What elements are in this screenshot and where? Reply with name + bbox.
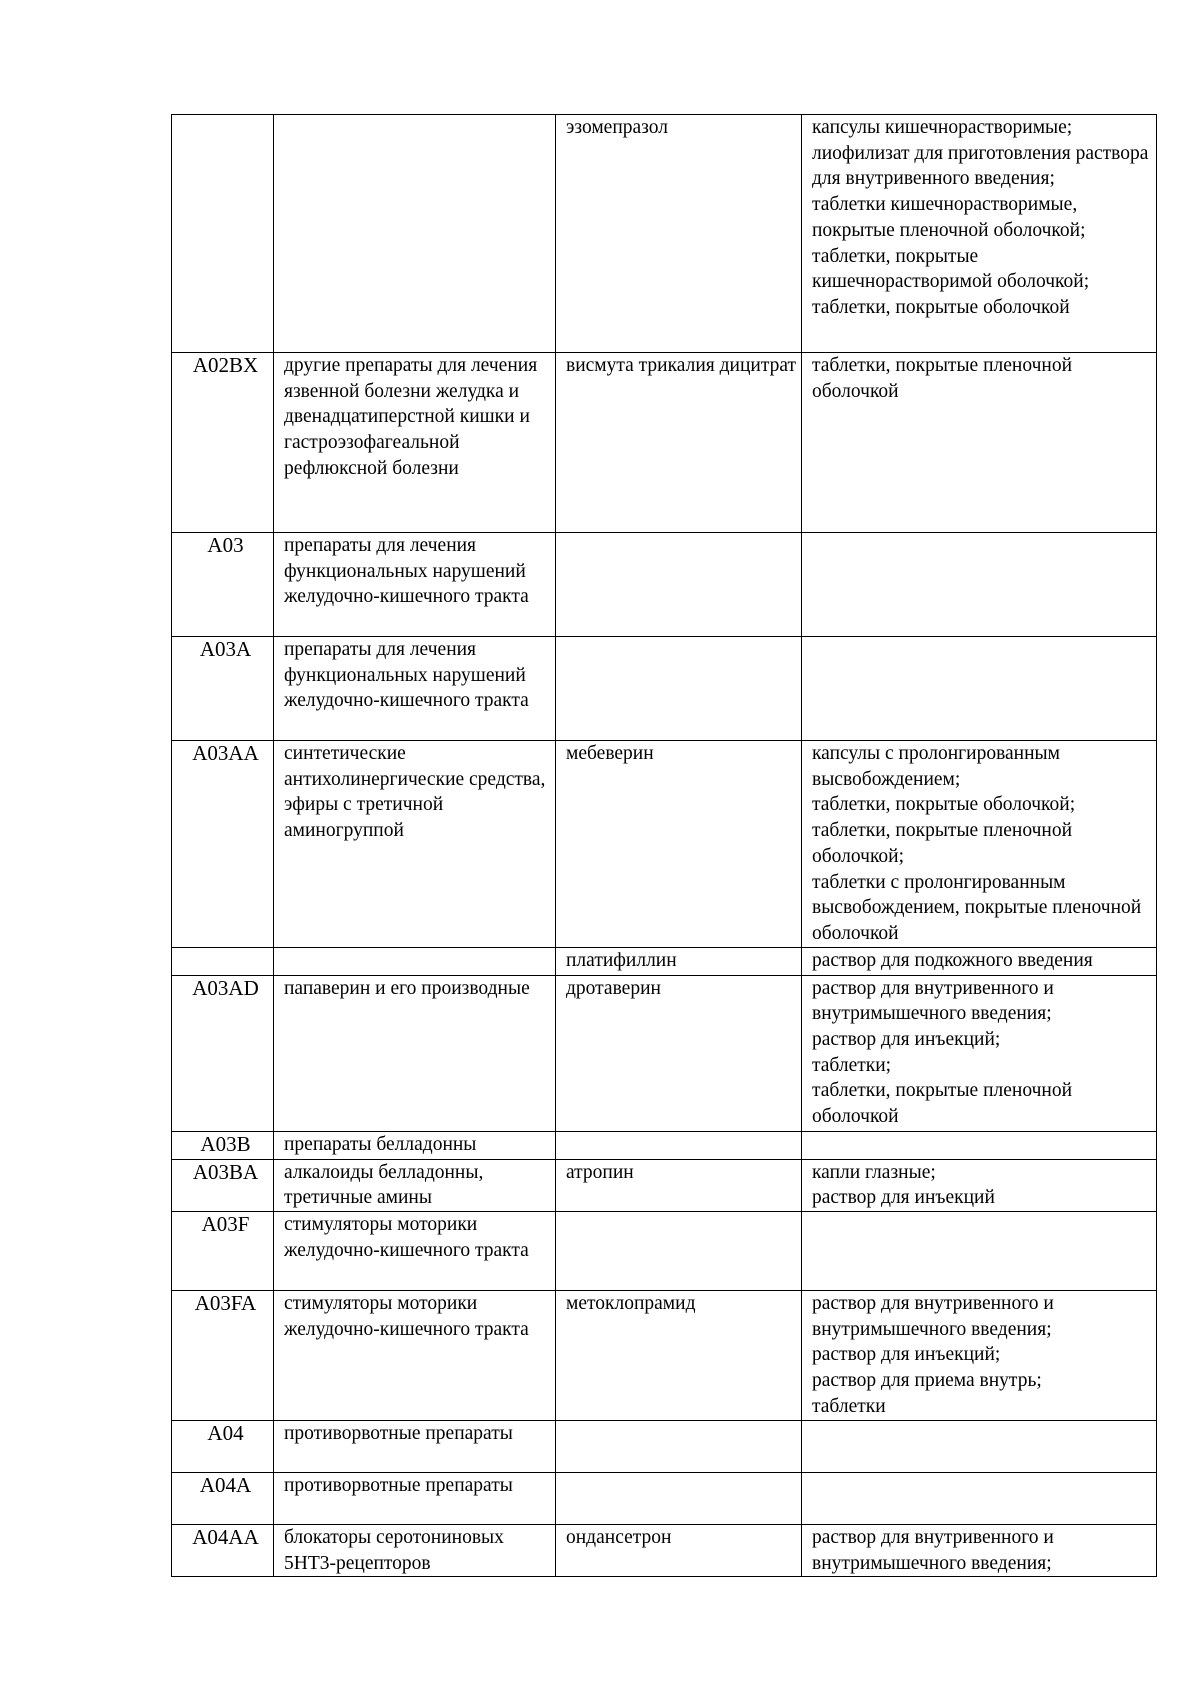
dosage-forms-cell	[802, 741, 1157, 948]
dosage-forms-cell	[802, 947, 1157, 975]
drug-name-cell: ондансетрон	[556, 1525, 802, 1577]
table-row	[172, 533, 1157, 637]
drug-name-cell: платифиллин	[556, 947, 802, 975]
drug-name-cell	[556, 1421, 802, 1473]
table-row	[172, 1473, 1157, 1525]
drug-name-cell: метоклопрамид	[556, 1291, 802, 1421]
dosage-form-line: таблетки;	[812, 1054, 892, 1076]
group-name-cell	[274, 947, 556, 975]
dosage-form-line: таблетки, покрытые пленочной оболочкой;	[812, 820, 1073, 867]
group-name-cell: стимуляторы моторики желудочно-кишечного тракта	[274, 1212, 556, 1291]
dosage-form-line: таблетки, покрытые пленочной оболочкой	[812, 1080, 1073, 1128]
dosage-form-line: капсулы кишечнорастворимые;	[812, 117, 1073, 138]
atc-code-cell: A03	[172, 533, 274, 637]
table-row	[172, 353, 1157, 533]
atc-code-cell: A03F	[172, 1212, 274, 1291]
atc-code-cell: A03A	[172, 637, 274, 741]
table-row	[172, 1131, 1157, 1159]
drug-name-cell	[556, 1131, 802, 1159]
dosage-form-line: таблетки кишечнорастворимые, покрытые пленочной оболочкой;	[812, 194, 1086, 241]
dosage-forms-cell	[802, 115, 1157, 353]
dosage-form-line: раствор для внутривенного и внутримышечного введения;	[812, 1527, 1054, 1574]
group-name-cell: папаверин и его производные	[274, 975, 556, 1131]
drug-name-cell: дротаверин	[556, 975, 802, 1131]
atc-code-cell: A02BX	[172, 353, 274, 533]
table-row	[172, 1159, 1157, 1211]
group-name-cell: другие препараты для лечения язвенной болезни желудка и двенадцатиперстной кишки и гастроэзофагеальной рефлюксной болезни	[274, 353, 556, 533]
dosage-forms-cell	[802, 1131, 1157, 1159]
table-row	[172, 975, 1157, 1131]
dosage-forms-cell	[802, 975, 1157, 1131]
dosage-form-line: раствор для приема внутрь;	[812, 1370, 1042, 1392]
dosage-form-line: таблетки, покрытые оболочкой;	[812, 794, 1076, 816]
group-name-cell: синтетические антихолинергические средства, эфиры с третичной аминогруппой	[274, 741, 556, 948]
dosage-form-line: раствор для внутривенного и внутримышечного введения;	[812, 977, 1054, 1025]
drug-name-cell: мебеверин	[556, 741, 802, 948]
group-name-cell: препараты для лечения функциональных нарушений желудочно-кишечного тракта	[274, 637, 556, 741]
group-name-cell: препараты белладонны	[274, 1131, 556, 1159]
dosage-form-line: лиофилизат для приготовления раствора для внутривенного введения;	[812, 142, 1149, 190]
dosage-form-line: таблетки	[812, 1395, 886, 1417]
atc-code-cell: A03AA	[172, 741, 274, 948]
group-name-cell	[274, 115, 556, 353]
table-row	[172, 1525, 1157, 1577]
dosage-forms-cell	[802, 1473, 1157, 1525]
atc-code-cell: A03AD	[172, 975, 274, 1131]
table-row	[172, 741, 1157, 948]
dosage-form-line: таблетки с пролонгированным высвобождением, покрытые пленочной оболочкой	[812, 871, 1142, 944]
dosage-form-line: раствор для подкожного введения	[812, 949, 1093, 971]
drug-name-cell	[556, 1212, 802, 1291]
drug-name-cell	[556, 637, 802, 741]
dosage-forms-cell	[802, 1159, 1157, 1211]
dosage-forms-cell	[802, 1212, 1157, 1291]
atc-code-cell	[172, 947, 274, 975]
drug-name-cell: эзомепразол	[556, 115, 802, 353]
table-row	[172, 1291, 1157, 1421]
table-row	[172, 115, 1157, 353]
dosage-forms-cell	[802, 353, 1157, 533]
table-row	[172, 1421, 1157, 1473]
dosage-form-line: таблетки, покрытые кишечнорастворимой оболочкой;	[812, 245, 1090, 293]
table-row	[172, 947, 1157, 975]
group-name-cell: стимуляторы моторики желудочно-кишечного тракта	[274, 1291, 556, 1421]
group-name-cell: алкалоиды белладонны, третичные амины	[274, 1159, 556, 1211]
dosage-form-line: капсулы с пролонгированным высвобождением;	[812, 743, 1060, 790]
drug-name-cell	[556, 1473, 802, 1525]
group-name-cell: препараты для лечения функциональных нарушений желудочно-кишечного тракта	[274, 533, 556, 637]
drug-name-cell	[556, 533, 802, 637]
dosage-forms-cell	[802, 1525, 1157, 1577]
table-row	[172, 637, 1157, 741]
dosage-form-line: раствор для инъекций	[812, 1187, 995, 1209]
drug-table	[171, 114, 1157, 1577]
dosage-forms-cell	[802, 533, 1157, 637]
atc-code-cell: A03BA	[172, 1159, 274, 1211]
table-body	[172, 115, 1157, 1577]
group-name-cell: противорвотные препараты	[274, 1473, 556, 1525]
atc-code-cell: A03FA	[172, 1291, 274, 1421]
drug-name-cell: висмута трикалия дицитрат	[556, 353, 802, 533]
dosage-form-line: раствор для внутривенного и внутримышечного введения;	[812, 1293, 1054, 1340]
dosage-form-line: раствор для инъекций;	[812, 1029, 1001, 1051]
dosage-form-line: таблетки, покрытые оболочкой	[812, 296, 1070, 318]
drug-name-cell: атропин	[556, 1159, 802, 1211]
atc-code-cell: A03B	[172, 1131, 274, 1159]
table-row	[172, 1212, 1157, 1291]
group-name-cell: противорвотные препараты	[274, 1421, 556, 1473]
dosage-form-line: таблетки, покрытые пленочной оболочкой	[812, 355, 1073, 402]
group-name-cell: блокаторы серотониновых 5HT3-рецепторов	[274, 1525, 556, 1577]
dosage-forms-cell	[802, 1421, 1157, 1473]
dosage-form-line: капли глазные;	[812, 1161, 936, 1183]
atc-code-cell: A04AA	[172, 1525, 274, 1577]
atc-code-cell: A04A	[172, 1473, 274, 1525]
atc-code-cell	[172, 115, 274, 353]
atc-code-cell: A04	[172, 1421, 274, 1473]
dosage-forms-cell	[802, 637, 1157, 741]
dosage-forms-cell	[802, 1291, 1157, 1421]
dosage-form-line: раствор для инъекций;	[812, 1344, 1001, 1366]
